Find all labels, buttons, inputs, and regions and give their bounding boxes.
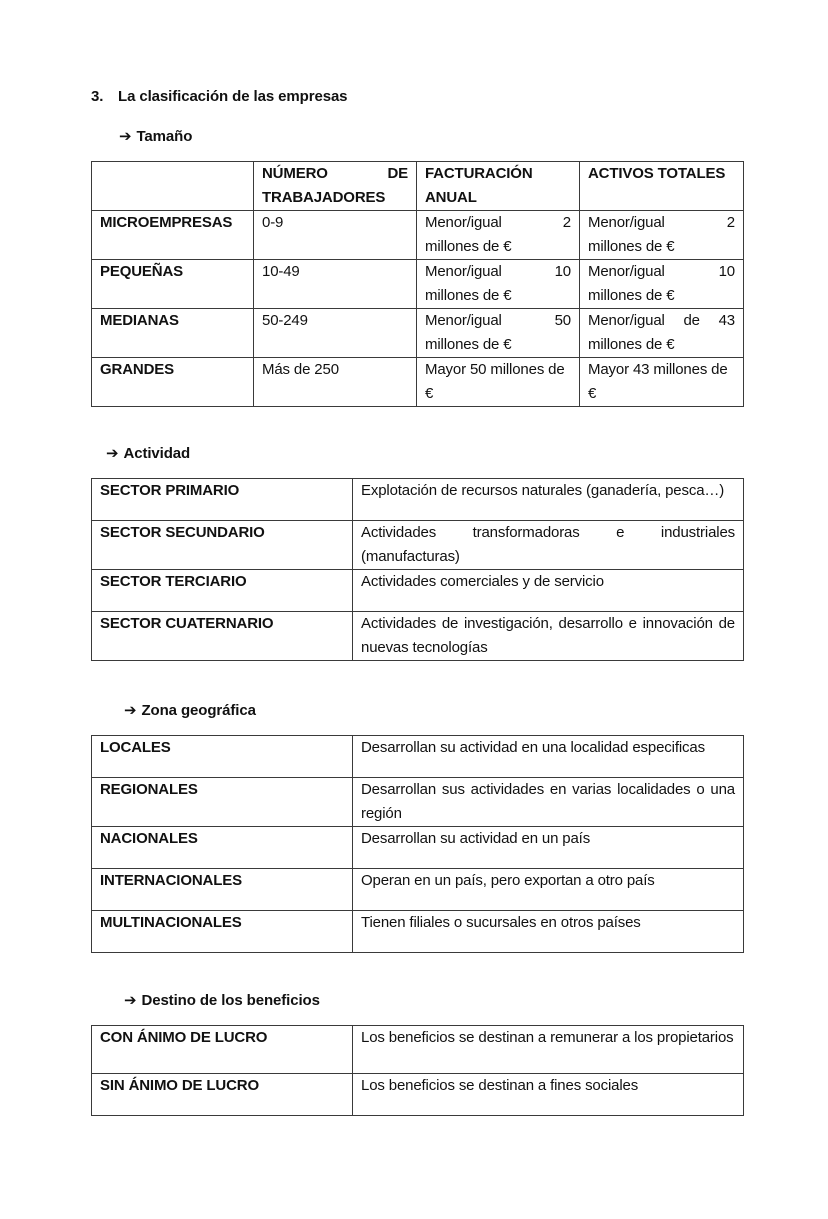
assets-unit: millones de € — [588, 287, 675, 304]
activity-label: SECTOR CUATERNARIO — [92, 612, 353, 661]
geo-label: LOCALES — [92, 736, 353, 778]
table-row — [92, 778, 744, 827]
subtitle-size — [119, 127, 192, 145]
size-type: MICROEMPRESAS — [92, 211, 254, 260]
table-row — [92, 612, 744, 661]
activity-label: SECTOR TERCIARIO — [92, 570, 353, 612]
subtitle-profit — [124, 991, 320, 1009]
activity-label: SECTOR SECUNDARIO — [92, 521, 353, 570]
table-row — [92, 911, 744, 953]
size-type: PEQUEÑAS — [92, 260, 254, 309]
geo-desc: Operan en un país, pero exportan a otro país — [353, 869, 744, 911]
activity-desc: Actividades comerciales y de servicio — [353, 570, 744, 612]
header-revenue-line1: FACTURACIÓN — [425, 165, 533, 182]
assets-value: 43 — [718, 312, 735, 329]
assets-text: Mayor 43 millones de — [588, 361, 728, 378]
table-header-row — [92, 162, 744, 211]
header-workers-word1: NÚMERO — [262, 165, 328, 182]
section-number: 3. — [91, 88, 104, 105]
subtitle-size-label: Tamaño — [136, 128, 193, 145]
profit-label: SIN ÁNIMO DE LUCRO — [92, 1074, 353, 1116]
revenue-text: Menor/igual — [425, 312, 502, 329]
revenue-unit: millones de € — [425, 336, 512, 353]
size-workers: 0-9 — [254, 211, 417, 260]
geo-table — [91, 735, 744, 953]
revenue-unit: millones de € — [425, 238, 512, 255]
table-row — [92, 736, 744, 778]
size-type: MEDIANAS — [92, 309, 254, 358]
revenue-unit: millones de € — [425, 287, 512, 304]
table-row — [92, 570, 744, 612]
table-row — [92, 309, 744, 358]
header-empty-cell — [92, 162, 254, 211]
arrow-right-icon: ➔ — [106, 445, 119, 462]
assets-value: 2 — [726, 214, 735, 231]
header-workers-word2: DE — [387, 165, 408, 182]
size-revenue — [417, 309, 580, 358]
assets-unit: millones de € — [588, 238, 675, 255]
revenue-text: Menor/igual — [425, 214, 502, 231]
activity-desc: Actividades transformadoras e industriales (manufacturas) — [353, 521, 744, 570]
size-type: GRANDES — [92, 358, 254, 407]
profit-desc: Los beneficios se destinan a fines sociales — [353, 1074, 744, 1116]
header-revenue-line2: ANUAL — [425, 189, 477, 206]
header-revenue — [417, 162, 580, 211]
table-row — [92, 869, 744, 911]
size-workers: 10-49 — [254, 260, 417, 309]
size-assets — [580, 309, 744, 358]
assets-unit: € — [588, 385, 597, 402]
geo-desc: Desarrollan sus actividades en varias localidades o una región — [353, 778, 744, 827]
size-revenue — [417, 211, 580, 260]
revenue-text: Menor/igual — [425, 263, 502, 280]
table-row — [92, 1074, 744, 1116]
arrow-right-icon: ➔ — [124, 702, 137, 719]
profit-desc: Los beneficios se destinan a remunerar a los propietarios — [353, 1026, 744, 1074]
size-assets — [580, 260, 744, 309]
subtitle-geo — [124, 701, 256, 719]
table-row — [92, 358, 744, 407]
geo-desc: Desarrollan su actividad en una localidad especificas — [353, 736, 744, 778]
assets-text: Menor/igual — [588, 312, 665, 329]
assets-value: 10 — [718, 263, 735, 280]
geo-desc: Desarrollan su actividad en un país — [353, 827, 744, 869]
size-assets — [580, 211, 744, 260]
assets-text: Menor/igual — [588, 214, 665, 231]
profit-label: CON ÁNIMO DE LUCRO — [92, 1026, 353, 1074]
arrow-right-icon: ➔ — [124, 992, 137, 1009]
revenue-value: 50 — [554, 312, 571, 329]
activity-label: SECTOR PRIMARIO — [92, 479, 353, 521]
assets-connector: de — [683, 312, 700, 329]
revenue-unit: € — [425, 385, 434, 402]
assets-text: Menor/igual — [588, 263, 665, 280]
size-workers: Más de 250 — [254, 358, 417, 407]
size-workers: 50-249 — [254, 309, 417, 358]
assets-unit: millones de € — [588, 336, 675, 353]
table-row — [92, 1026, 744, 1074]
size-assets — [580, 358, 744, 407]
revenue-value: 10 — [554, 263, 571, 280]
activity-desc: Actividades de investigación, desarrollo e innovación de nuevas tecnologías — [353, 612, 744, 661]
table-row — [92, 260, 744, 309]
header-assets: ACTIVOS TOTALES — [580, 162, 744, 211]
header-workers-line2: TRABAJADORES — [262, 189, 386, 206]
subtitle-activity-label: Actividad — [123, 445, 191, 462]
section-title: La clasificación de las empresas — [118, 88, 348, 105]
size-table — [91, 161, 744, 407]
profit-table — [91, 1025, 744, 1116]
section-heading — [91, 88, 347, 105]
activity-table — [91, 478, 744, 661]
geo-desc: Tienen filiales o sucursales en otros países — [353, 911, 744, 953]
activity-desc: Explotación de recursos naturales (ganadería, pesca…) — [353, 479, 744, 521]
header-workers — [254, 162, 417, 211]
table-row — [92, 211, 744, 260]
subtitle-geo-label: Zona geográfica — [141, 702, 256, 719]
subtitle-profit-label: Destino de los beneficios — [141, 992, 320, 1009]
table-row — [92, 827, 744, 869]
table-row — [92, 521, 744, 570]
geo-label: MULTINACIONALES — [92, 911, 353, 953]
revenue-text: Mayor 50 millones de — [425, 361, 565, 378]
size-revenue — [417, 358, 580, 407]
subtitle-activity — [106, 444, 190, 462]
revenue-value: 2 — [562, 214, 571, 231]
table-row — [92, 479, 744, 521]
geo-label: INTERNACIONALES — [92, 869, 353, 911]
arrow-right-icon: ➔ — [119, 128, 132, 145]
geo-label: REGIONALES — [92, 778, 353, 827]
geo-label: NACIONALES — [92, 827, 353, 869]
size-revenue — [417, 260, 580, 309]
